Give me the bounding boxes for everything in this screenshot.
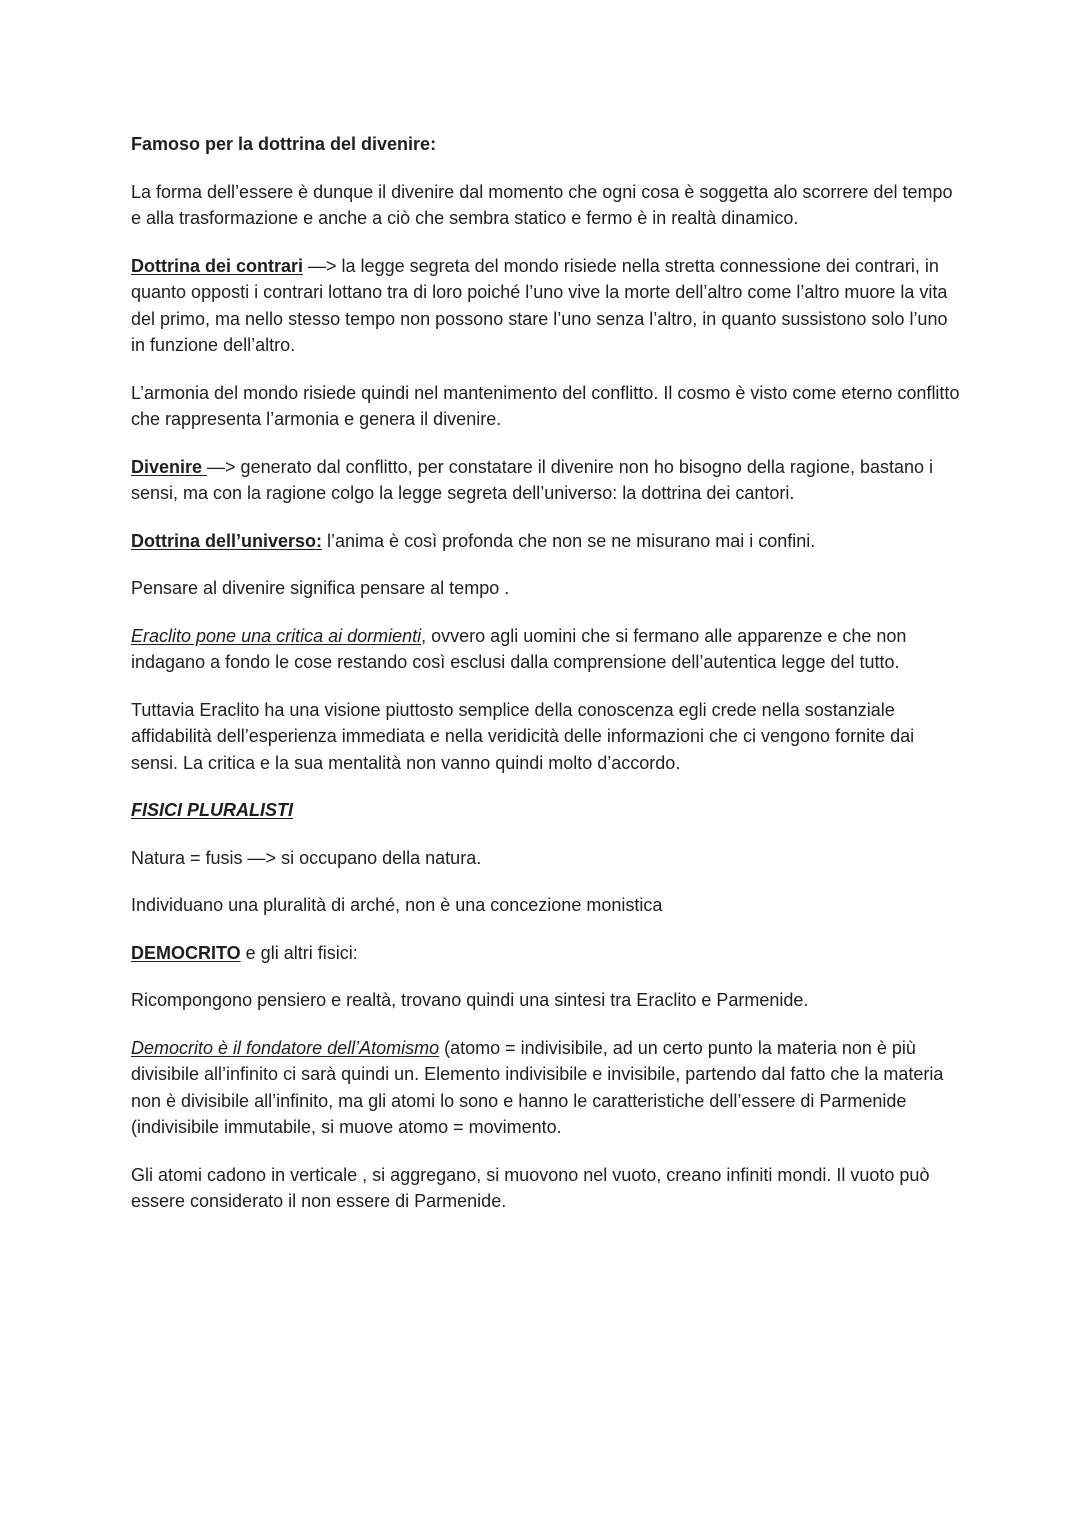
paragraph-divenire [131,454,961,507]
paragraph-pluralita: Individuano una pluralità di arché, non è una concezione monistica [131,895,663,915]
paragraph-body: , ovvero agli uomini che si fermano alle apparenze e che non indagano a fondo le cose restando così esclusi dalla comprensione dell’autentica legge del tutto. [131,625,907,672]
paragraph-dottrina-contrari [131,253,961,359]
paragraph-dormienti [131,623,961,676]
paragraph-armonia: L’armonia del mondo risiede quindi nel mantenimento del conflitto. Il cosmo è visto come eterno conflitto che rappresenta l’armonia e genera il divenire. [131,382,960,429]
paragraph-body: —> generato dal conflitto, per constatare il divenire non ho bisogno della ragione, bastano i sensi, ma con la ragione colgo la legge segreta dell’universo: la dottrina dei cantori. [131,456,934,503]
paragraph-dottrina-universo [131,528,961,555]
heading-text: Famoso per la dottrina del divenire: [131,134,437,154]
document-page [131,131,961,1236]
term-dormienti: Eraclito pone una critica ai dormienti [131,625,422,646]
paragraph-body: l’anima è così profonda che non se ne misurano mai i confini. [322,530,816,551]
term-divenire: Divenire [131,456,208,477]
term-dottrina-universo: Dottrina dell’universo: [131,530,323,551]
paragraph-atomi-vuoto: Gli atomi cadono in verticale , si aggregano, si muovono nel vuoto, creano infiniti mondi. Il vuoto può essere considerato il non essere di Parmenide. [131,1164,930,1211]
paragraph-body: —> la legge segreta del mondo risiede nella stretta connessione dei contrari, in quanto opposti i contrari lottano tra di loro poiché l’uno vive la morte dell’altro come l’altro muore la vita del primo, ma nello stesso tempo non possono stare l’uno senza l’altro, in quanto sussistono solo l’uno in funzione dell’altro. [131,255,948,355]
paragraph-atomismo [131,1035,961,1141]
section-heading-divenire [131,131,961,158]
term-atomismo: Democrito è il fondatore dell’Atomismo [131,1037,440,1058]
paragraph-body: e gli altri fisici: [240,942,358,963]
paragraph-conoscenza: Tuttavia Eraclito ha una visione piuttosto semplice della conoscenza egli crede nella sostanziale affidabilità dell’esperienza immediata e nella veridicità delle informazioni che ci vengono fornite dai sensi. La critica e la sua mentalità non vanno quindi molto d’accordo. [131,699,915,773]
heading-text: FISICI PLURALISTI [131,800,293,820]
paragraph-democrito [131,940,961,967]
paragraph-forma-essere: La forma dell’essere è dunque il divenire dal momento che ogni cosa è soggetta alo scorrere del tempo e alla trasformazione e anche a ciò che sembra statico e fermo è in realtà dinamico. [131,181,953,228]
paragraph-natura: Natura = fusis —> si occupano della natura. [131,847,482,868]
paragraph-tempo: Pensare al divenire significa pensare al tempo . [131,578,510,598]
paragraph-body: (atomo = indivisibile, ad un certo punto la materia non è più divisibile all’infinito ci sarà quindi un. Elemento indivisibile e invisibile, partendo dal fatto che la materia non è divisibile all’infinito, ma gli atomi lo sono e hanno le caratteristiche dell’essere di Parmenide (indivisibile immutabile, si muove atomo = movimento. [131,1037,944,1137]
term-democrito: DEMOCRITO [131,942,241,963]
term-dottrina-contrari: Dottrina dei contrari [131,255,304,276]
paragraph-sintesi: Ricompongono pensiero e realtà, trovano quindi una sintesi tra Eraclito e Parmenide. [131,990,809,1010]
section-heading-fisici-pluralisti [131,797,961,824]
